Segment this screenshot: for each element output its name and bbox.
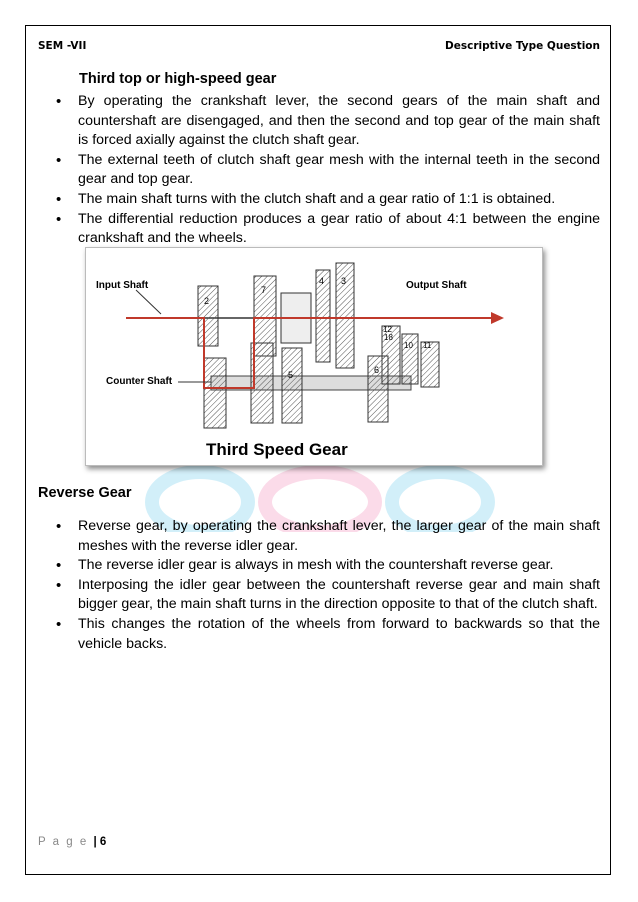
figure-caption: Third Speed Gear xyxy=(206,440,348,459)
third-speed-gear-diagram xyxy=(85,247,543,466)
gearbox-illustration xyxy=(86,248,542,465)
counter-gear-5 xyxy=(282,348,302,423)
page-number: | 6 xyxy=(93,836,107,848)
document-type-label: Descriptive Type Question xyxy=(445,40,600,52)
gear-number-label: 7 xyxy=(261,285,267,295)
output-shaft-label: Output Shaft xyxy=(406,280,467,291)
reverse-gear-bullet-list xyxy=(38,517,600,654)
gear-number-label: 2 xyxy=(204,296,210,306)
section-heading-reverse-gear: Reverse Gear xyxy=(38,485,132,501)
counter-shaft-label: Counter Shaft xyxy=(106,376,173,387)
gear-number-label: 12 xyxy=(383,325,392,334)
list-item: • Reverse gear, by operating the crankshaft lever, the larger gear of the main shaft meshes with the reverse idler gear. xyxy=(38,517,600,556)
list-item: • This changes the rotation of the wheels from forward to backwards so that the vehicle backs. xyxy=(38,615,600,654)
third-gear-bullet-list xyxy=(38,92,600,249)
list-item: • By operating the crankshaft lever, the second gears of the main shaft and countershaft are disengaged, and then the second and top gear of the main shaft is forced axially against the clutch shaft gear. xyxy=(38,92,600,151)
input-shaft-label: Input Shaft xyxy=(96,280,149,291)
list-item: • The differential reduction produces a gear ratio of about 4:1 between the engine crankshaft and the wheels. xyxy=(38,210,600,249)
gear-number-label: 6 xyxy=(374,365,380,375)
page-word: P a g e xyxy=(38,836,89,848)
gear-2 xyxy=(198,286,218,346)
gear-number-label: 4 xyxy=(319,276,325,286)
counter-gear-1 xyxy=(204,358,226,428)
gear-number-label: 5 xyxy=(288,370,294,380)
list-item: • The main shaft turns with the clutch shaft and a gear ratio of 1:1 is obtained. xyxy=(38,190,600,210)
gear-number-label: 18 xyxy=(384,333,393,342)
gear-number-label: 11 xyxy=(423,341,432,350)
gear-number-label: 10 xyxy=(404,341,413,350)
list-item: • The external teeth of clutch shaft gear mesh with the internal teeth in the second gear and top gear. xyxy=(38,151,600,190)
section-heading-third-gear: Third top or high-speed gear xyxy=(79,71,277,87)
page-footer xyxy=(38,836,106,848)
semester-label: SEM -VII xyxy=(38,40,87,52)
gear-number-label: 3 xyxy=(341,276,347,286)
list-item: • The reverse idler gear is always in mesh with the countershaft reverse gear. xyxy=(38,556,600,576)
list-item: • Interposing the idler gear between the countershaft reverse gear and main shaft bigger gear, the main shaft turns in the direction opposite to that of the clutch shaft. xyxy=(38,576,600,615)
